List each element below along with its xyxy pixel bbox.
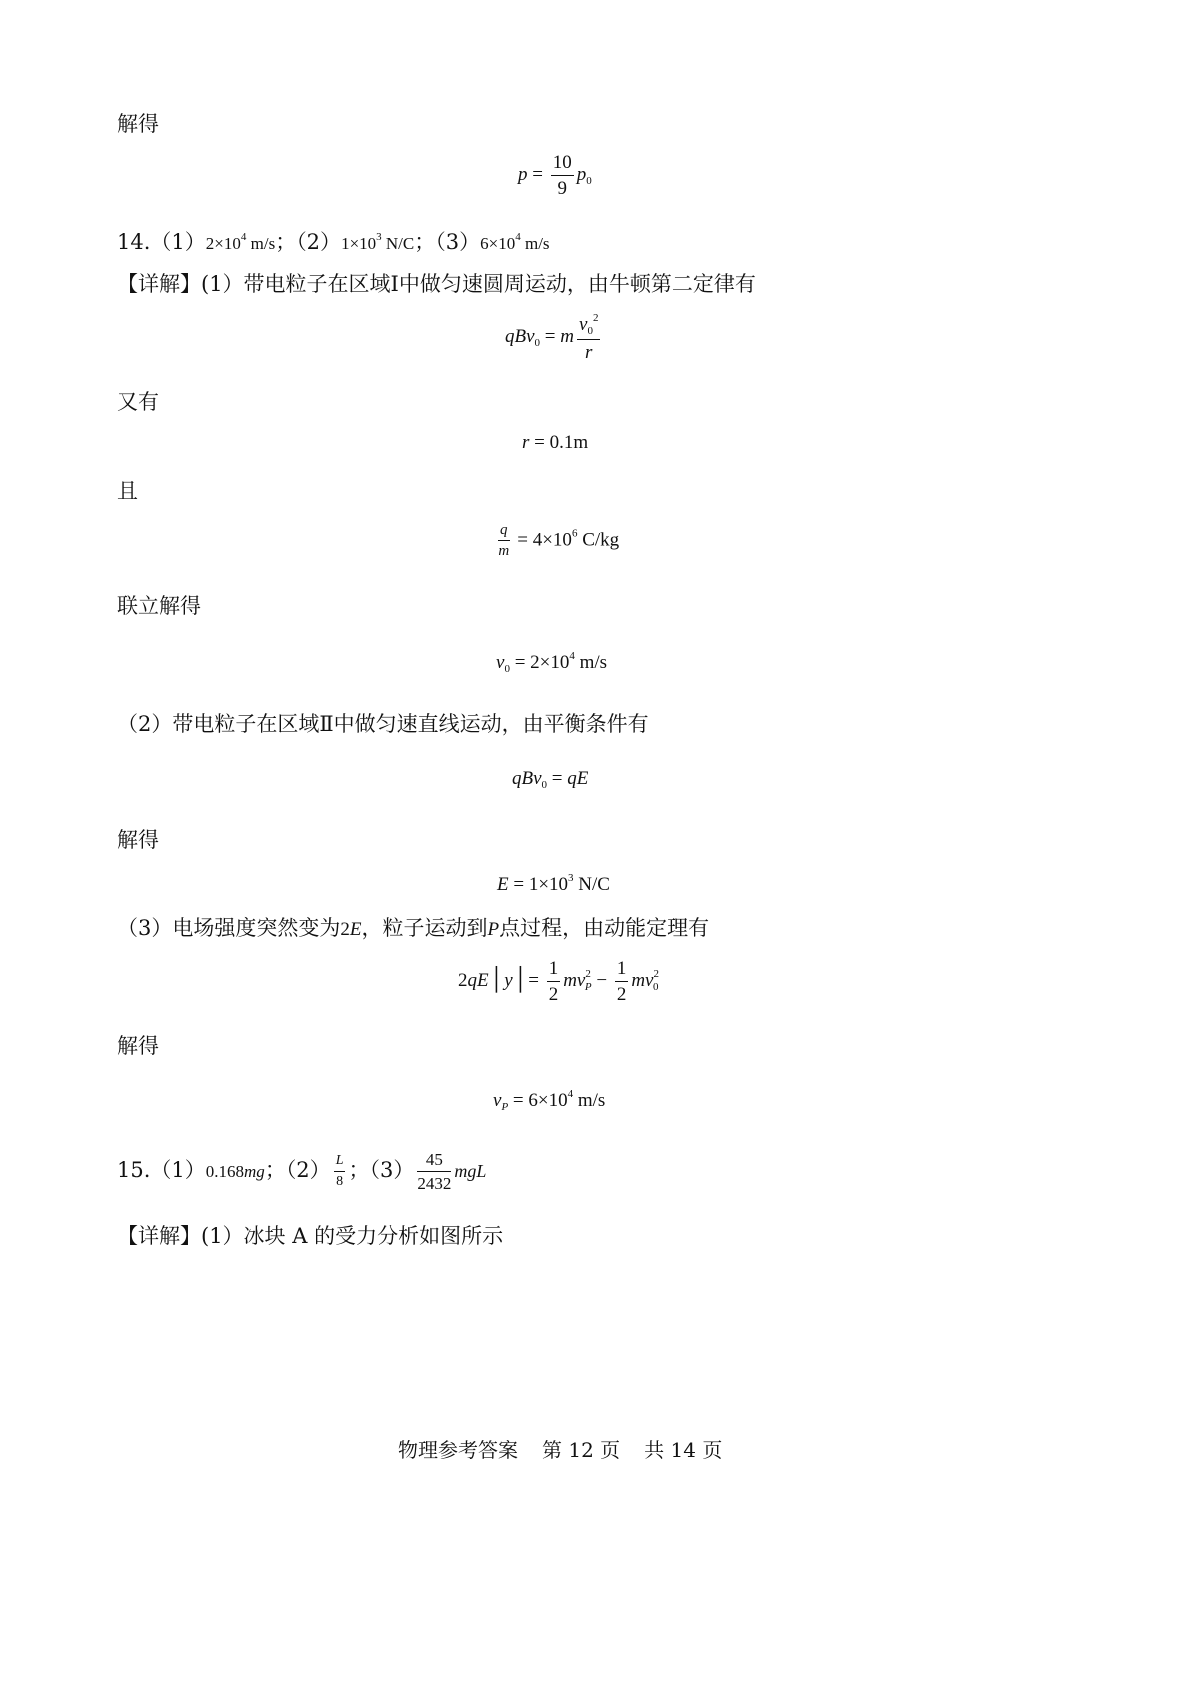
equation-charge-mass-ratio: $\frac{q}{m}$ = $4\times 10^6$ C/kg	[498, 522, 620, 560]
equation-vP: $v_P = 6\times 10^4$ m/s	[493, 1088, 606, 1113]
label-qie: 且	[117, 479, 138, 503]
footer-page-number: 第 12 页	[542, 1438, 621, 1462]
page-footer	[398, 1434, 722, 1463]
label-youyou: 又有	[117, 390, 159, 414]
q15-detail-intro: 【详解】(1）冰块 A 的受力分析如图所示	[117, 1224, 504, 1248]
q14-part2: （2）带电粒子在区域Ⅱ中做匀速直线运动，由平衡条件有	[117, 712, 649, 736]
q14-detail-intro: 【详解】(1）带电粒子在区域Ⅰ中做匀速圆周运动，由牛顿第二定律有	[117, 272, 756, 296]
equation-v0: $v_0 = 2\times 10^4$ m/s	[496, 650, 608, 675]
equation-field-E: $E = 1\times 10^3$ N/C	[497, 872, 610, 895]
q14-number: 14.	[117, 230, 151, 254]
q14-answers-line: $14.(1)2\times 10^4$ m/s；$(2)1\times 10^3$ N/C；$(3)6\times 10^4$ m/s	[117, 230, 550, 254]
label-jiede-2: 解得	[117, 828, 159, 852]
equation-radius: r = 0.1m	[522, 432, 589, 453]
footer-subject: 物理参考答案	[398, 1438, 518, 1462]
label-lianli: 联立解得	[117, 594, 201, 618]
q15-number: 15.	[117, 1158, 151, 1183]
equation-p: p = $\frac{10}{9}$ $p_0$	[518, 152, 592, 199]
equation-lorentz-centripetal: qBv$_0$ = m $\frac{v_0^2}{r}$	[505, 312, 599, 363]
equation-balance: qBv$_0$ = qE	[512, 768, 589, 791]
label-jiede-3: 解得	[117, 1034, 159, 1058]
footer-total-pages: 共 14 页	[644, 1438, 723, 1462]
equation-work-energy: 2qE│y│= $\frac{1}{2}$ $mv^2_P$ − $\frac{1}{2}$ $mv^2_0$	[458, 958, 659, 1005]
label-jiede: 解得	[117, 112, 159, 136]
q15-answers-line: 15.（1）0.168mg；（2） $\frac{L}{8}$ ；（3） $\frac{45}{2432}$ mgL	[117, 1150, 487, 1193]
q14-part3: （3）电场强度突然变为2E，粒子运动到P点过程，由动能定理有	[117, 916, 710, 940]
